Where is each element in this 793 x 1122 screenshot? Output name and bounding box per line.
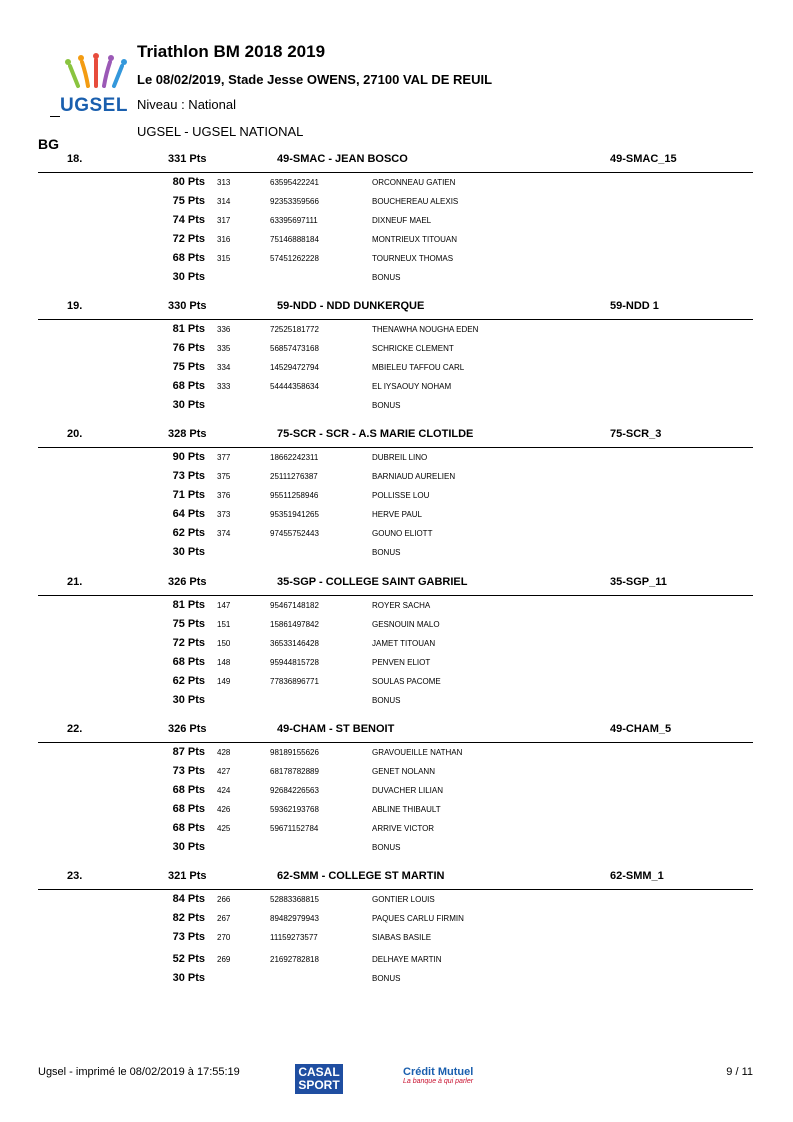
member-license: 63595422241 [270,178,319,187]
member-bib: 335 [217,344,231,353]
team-divider [38,172,753,173]
team-divider [38,595,753,596]
member-name: ROYER SACHA [372,601,431,610]
member-points: 87 Pts [172,746,205,758]
member-name: BONUS [372,974,401,983]
print-date: Ugsel - imprimé le 08/02/2019 à 17:55:19 [38,1066,240,1078]
member-bib: 317 [217,216,231,225]
member-bib: 314 [217,197,231,206]
member-points: 30 Pts [172,972,205,984]
member-name: BONUS [372,273,401,282]
member-name: DUBREIL LINO [372,453,428,462]
member-name: MBIELEU TAFFOU CARL [372,363,465,372]
member-row [0,656,793,674]
member-points: 76 Pts [172,342,205,354]
member-row [0,271,793,289]
member-name: GONTIER LOUIS [372,895,435,904]
member-points: 68 Pts [172,656,205,668]
team-divider [38,447,753,448]
member-points: 84 Pts [172,893,205,905]
member-bib: 266 [217,895,231,904]
ugsel-figures-icon [60,52,130,90]
member-points: 75 Pts [172,195,205,207]
member-name: PENVEN ELIOT [372,658,431,667]
team-code: 49-CHAM_5 [610,723,672,735]
member-row [0,380,793,398]
team-points: 321 Pts [168,870,207,882]
member-points: 90 Pts [172,451,205,463]
member-bib: 333 [217,382,231,391]
member-bib: 428 [217,748,231,757]
member-points: 72 Pts [172,637,205,649]
logo-text: UGSEL [60,95,128,116]
member-bib: 267 [217,914,231,923]
member-row [0,195,793,213]
member-name: POLLISSE LOU [372,491,430,500]
member-license: 36533146428 [270,639,319,648]
member-name: BOUCHEREAU ALEXIS [372,197,459,206]
member-row [0,841,793,859]
member-points: 73 Pts [172,931,205,943]
member-name: THENAWHA NOUGHA EDEN [372,325,479,334]
team-rank: 22. [67,723,83,735]
member-name: BARNIAUD AURELIEN [372,472,456,481]
member-name: EL IYSAOUY NOHAM [372,382,452,391]
member-row [0,252,793,270]
credit-mutuel-tagline: La banque à qui parler [403,1078,474,1085]
member-row [0,599,793,617]
member-name: GOUNO ELIOTT [372,529,433,538]
member-bib: 148 [217,658,231,667]
team-divider [38,319,753,320]
member-row [0,546,793,564]
team-code: 35-SGP_11 [610,576,667,588]
member-license: 68178782889 [270,767,319,776]
member-points: 81 Pts [172,599,205,611]
member-bib: 151 [217,620,231,629]
member-points: 64 Pts [172,508,205,520]
member-bib: 424 [217,786,231,795]
member-points: 52 Pts [172,953,205,965]
member-bib: 426 [217,805,231,814]
member-row [0,214,793,232]
team-code: 62-SMM_1 [610,870,664,882]
member-bib: 425 [217,824,231,833]
member-name: ABLINE THIBAULT [372,805,441,814]
member-points: 68 Pts [172,784,205,796]
member-points: 82 Pts [172,912,205,924]
team-points: 330 Pts [168,300,207,312]
member-bib: 336 [217,325,231,334]
casal-sport-logo [295,1064,343,1094]
member-row [0,176,793,194]
page-number: 9 / 11 [726,1066,753,1078]
member-row [0,746,793,764]
member-points: 68 Pts [172,803,205,815]
member-row [0,233,793,251]
team-points: 328 Pts [168,428,207,440]
member-row [0,527,793,545]
team-name: 49-SMAC - JEAN BOSCO [277,153,408,165]
member-bib: 377 [217,453,231,462]
member-row [0,470,793,488]
member-bib: 149 [217,677,231,686]
member-row [0,931,793,949]
member-points: 80 Pts [172,176,205,188]
team-row [0,870,793,888]
member-license: 14529472794 [270,363,319,372]
member-points: 74 Pts [172,214,205,226]
event-subtitle: Le 08/02/2019, Stade Jesse OWENS, 27100 VAL DE REUIL [137,72,493,87]
member-points: 62 Pts [172,527,205,539]
member-license: 25111276387 [270,472,318,481]
member-bib: 313 [217,178,231,187]
member-points: 75 Pts [172,618,205,630]
team-rank: 21. [67,576,83,588]
member-license: 95944815728 [270,658,319,667]
member-name: DUVACHER LILIAN [372,786,443,795]
member-license: 95467148182 [270,601,319,610]
member-license: 95511258946 [270,491,319,500]
level-label: Niveau : National [137,97,236,112]
member-bib: 374 [217,529,231,538]
team-row [0,723,793,741]
team-rank: 20. [67,428,83,440]
team-name: 49-CHAM - ST BENOIT [277,723,395,735]
member-row [0,508,793,526]
team-code: 59-NDD 1 [610,300,659,312]
member-license: 92684226563 [270,786,319,795]
ugsel-logo [60,52,130,116]
member-license: 72525181772 [270,325,319,334]
member-license: 77836896771 [270,677,319,686]
member-license: 11159273577 [270,933,318,942]
member-row [0,953,793,971]
member-name: GESNOUIN MALO [372,620,440,629]
member-points: 68 Pts [172,252,205,264]
member-points: 30 Pts [172,841,205,853]
member-row [0,637,793,655]
member-name: ORCONNEAU GATIEN [372,178,456,187]
team-name: 75-SCR - SCR - A.S MARIE CLOTILDE [277,428,474,440]
member-row [0,912,793,930]
member-bib: 270 [217,933,231,942]
member-name: SCHRICKE CLEMENT [372,344,454,353]
member-name: BONUS [372,401,401,410]
member-bib: 147 [217,601,231,610]
member-license: 21692782818 [270,955,319,964]
member-points: 81 Pts [172,323,205,335]
member-points: 75 Pts [172,361,205,373]
team-name: 62-SMM - COLLEGE ST MARTIN [277,870,445,882]
divider-dash [50,116,60,117]
member-license: 54444358634 [270,382,319,391]
team-name: 35-SGP - COLLEGE SAINT GABRIEL [277,576,468,588]
member-license: 18662242311 [270,453,319,462]
member-row [0,784,793,802]
member-points: 30 Pts [172,271,205,283]
team-rank: 19. [67,300,83,312]
member-row [0,361,793,379]
member-points: 62 Pts [172,675,205,687]
credit-mutuel-logo: Crédit Mutuel [403,1066,474,1078]
member-name: GENET NOLANN [372,767,435,776]
member-license: 15861497842 [270,620,319,629]
member-points: 68 Pts [172,822,205,834]
member-points: 71 Pts [172,489,205,501]
member-row [0,323,793,341]
member-license: 56857473168 [270,344,319,353]
team-code: 49-SMAC_15 [610,153,677,165]
member-license: 98189155626 [270,748,319,757]
team-divider [38,742,753,743]
member-row [0,675,793,693]
member-name: SOULAS PACOME [372,677,441,686]
member-name: MONTRIEUX TITOUAN [372,235,458,244]
member-license: 59671152784 [270,824,319,833]
member-license: 75146888184 [270,235,319,244]
member-license: 89482979943 [270,914,319,923]
member-bib: 373 [217,510,231,519]
member-license: 57451262228 [270,254,319,263]
member-bib: 315 [217,254,231,263]
member-name: BONUS [372,548,401,557]
team-rank: 23. [67,870,83,882]
member-name: PAQUES CARLU FIRMIN [372,914,464,923]
team-row [0,428,793,446]
page-title: Triathlon BM 2018 2019 [137,42,326,61]
member-name: DELHAYE MARTIN [372,955,442,964]
organization-label: UGSEL - UGSEL NATIONAL [137,124,304,139]
member-bib: 150 [217,639,231,648]
team-code: 75-SCR_3 [610,428,662,440]
member-points: 73 Pts [172,765,205,777]
team-points: 326 Pts [168,723,207,735]
member-row [0,618,793,636]
category-label: BG [38,136,59,152]
member-name: JAMET TITOUAN [372,639,436,648]
member-license: 92353359566 [270,197,319,206]
member-license: 59362193768 [270,805,319,814]
member-points: 72 Pts [172,233,205,245]
team-row [0,576,793,594]
member-bib: 269 [217,955,231,964]
member-name: HERVE PAUL [372,510,422,519]
member-points: 30 Pts [172,399,205,411]
member-row [0,694,793,712]
member-name: GRAVOUEILLE NATHAN [372,748,463,757]
team-row [0,300,793,318]
member-license: 97455752443 [270,529,319,538]
member-row [0,342,793,360]
member-row [0,399,793,417]
member-name: SIABAS BASILE [372,933,432,942]
team-divider [38,889,753,890]
member-points: 68 Pts [172,380,205,392]
member-row [0,972,793,990]
member-row [0,489,793,507]
team-row [0,153,793,171]
member-points: 73 Pts [172,470,205,482]
casal-line2: SPORT [298,1078,340,1092]
member-row [0,893,793,911]
member-name: TOURNEUX THOMAS [372,254,454,263]
team-points: 326 Pts [168,576,207,588]
team-name: 59-NDD - NDD DUNKERQUE [277,300,425,312]
member-name: BONUS [372,696,401,705]
member-license: 63395697111 [270,216,318,225]
member-name: BONUS [372,843,401,852]
member-bib: 376 [217,491,231,500]
member-bib: 316 [217,235,231,244]
member-row [0,765,793,783]
team-points: 331 Pts [168,153,207,165]
member-bib: 334 [217,363,231,372]
member-row [0,822,793,840]
member-name: DIXNEUF MAEL [372,216,432,225]
casal-line1: CASAL [298,1065,340,1079]
team-rank: 18. [67,153,83,165]
member-name: ARRIVE VICTOR [372,824,435,833]
member-points: 30 Pts [172,694,205,706]
member-row [0,803,793,821]
member-license: 52883368815 [270,895,319,904]
member-bib: 375 [217,472,231,481]
member-license: 95351941265 [270,510,319,519]
member-row [0,451,793,469]
member-points: 30 Pts [172,546,205,558]
member-bib: 427 [217,767,231,776]
